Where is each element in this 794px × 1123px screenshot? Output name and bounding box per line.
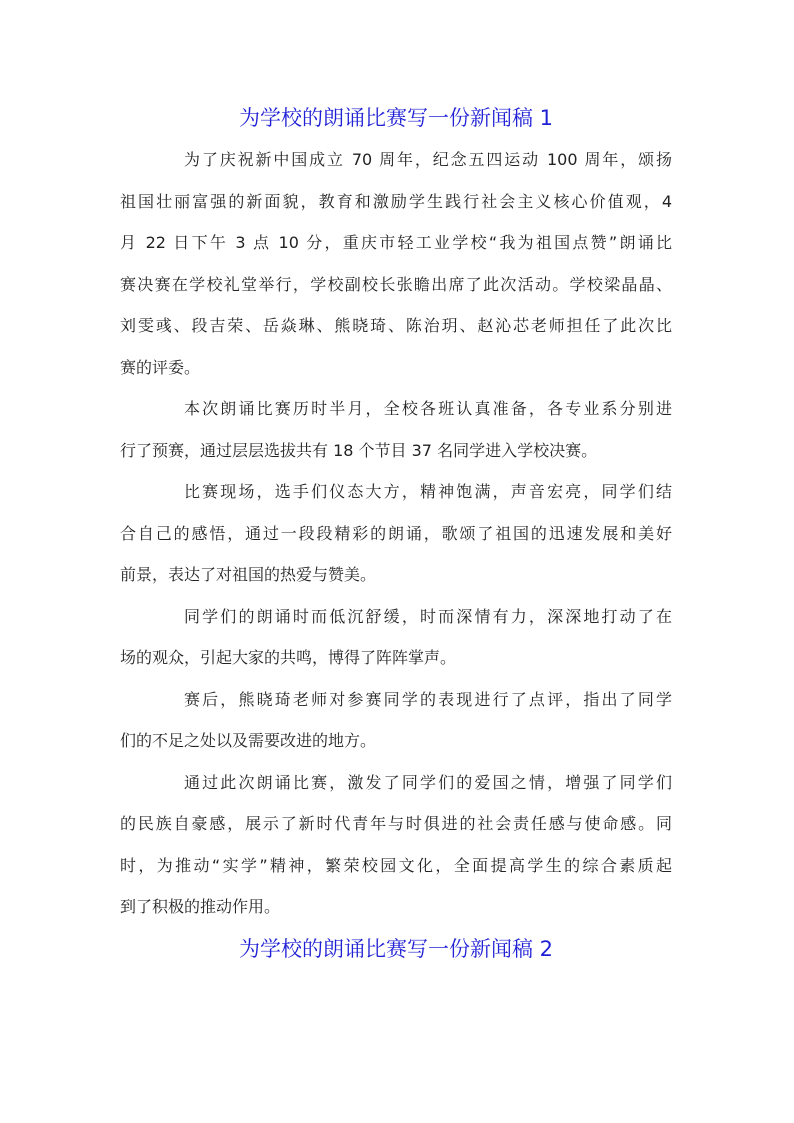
- paragraph-line: 祖国壮丽富强的新面貌，教育和激励学生践行社会主义核心价值观，4: [120, 191, 672, 211]
- paragraph-line: 到了积极的推动作用。: [120, 897, 281, 916]
- article-title-2: 为学校的朗诵比赛写一份新闻稿 2: [238, 936, 554, 961]
- paragraph-line: 赛后，熊晓琦老师对参赛同学的表现进行了点评，指出了同学: [184, 689, 672, 709]
- paragraph-4: [120, 596, 672, 679]
- paragraph-line: 们的不足之处以及需要改进的地方。: [120, 731, 377, 750]
- paragraph-line: 赛的评委。: [120, 357, 201, 377]
- paragraph-line: 赛决赛在学校礼堂举行，学校副校长张瞻出席了此次活动。学校梁晶晶、: [120, 274, 672, 294]
- paragraph-line: 时，为推动“实学”精神，繁荣校园文化，全面提高学生的综合素质起: [120, 855, 672, 875]
- paragraph-1: [120, 139, 672, 388]
- paragraph-line: 刘雯彧、段吉荣、岳焱琳、熊晓琦、陈治玥、赵沁芯老师担任了此次比: [120, 316, 672, 335]
- document-page: [120, 97, 672, 970]
- paragraph-line: 为了庆祝新中国成立 70 周年，纪念五四运动 100 周年，颂扬: [184, 150, 672, 169]
- paragraph-line: 行了预赛，通过层层选拔共有 18 个节目 37 名同学进入学校决赛。: [120, 440, 598, 460]
- paragraph-line: 通过此次朗诵比赛，激发了同学们的爱国之情，增强了同学们: [184, 772, 672, 792]
- article-title-1: 为学校的朗诵比赛写一份新闻稿 1: [238, 106, 554, 130]
- paragraph-line: 前景，表达了对祖国的热爱与赞美。: [120, 565, 377, 584]
- paragraph-3: [120, 471, 672, 596]
- paragraph-line: 本次朗诵比赛历时半月，全校各班认真准备，各专业系分别进: [184, 399, 672, 418]
- paragraph-line: 月 22 日下午 3 点 10 分，重庆市轻工业学校“我为祖国点赞”朗诵比: [120, 233, 672, 252]
- paragraph-line: 比赛现场，选手们仪态大方，精神饱满，声音宏亮，同学们结: [184, 482, 672, 501]
- paragraph-line: 场的观众，引起大家的共鸣，博得了阵阵掌声。: [120, 648, 457, 667]
- paragraph-line: 同学们的朗诵时而低沉舒缓，时而深情有力，深深地打动了在: [184, 606, 672, 626]
- paragraph-line: 的民族自豪感，展示了新时代青年与时俱进的社会责任感与使命感。同: [120, 814, 672, 833]
- paragraph-2: [120, 388, 672, 471]
- paragraph-line: 合自己的感悟，通过一段段精彩的朗诵，歌颂了祖国的迅速发展和美好: [120, 523, 672, 543]
- paragraph-6: [120, 762, 672, 928]
- paragraph-5: [120, 679, 672, 762]
